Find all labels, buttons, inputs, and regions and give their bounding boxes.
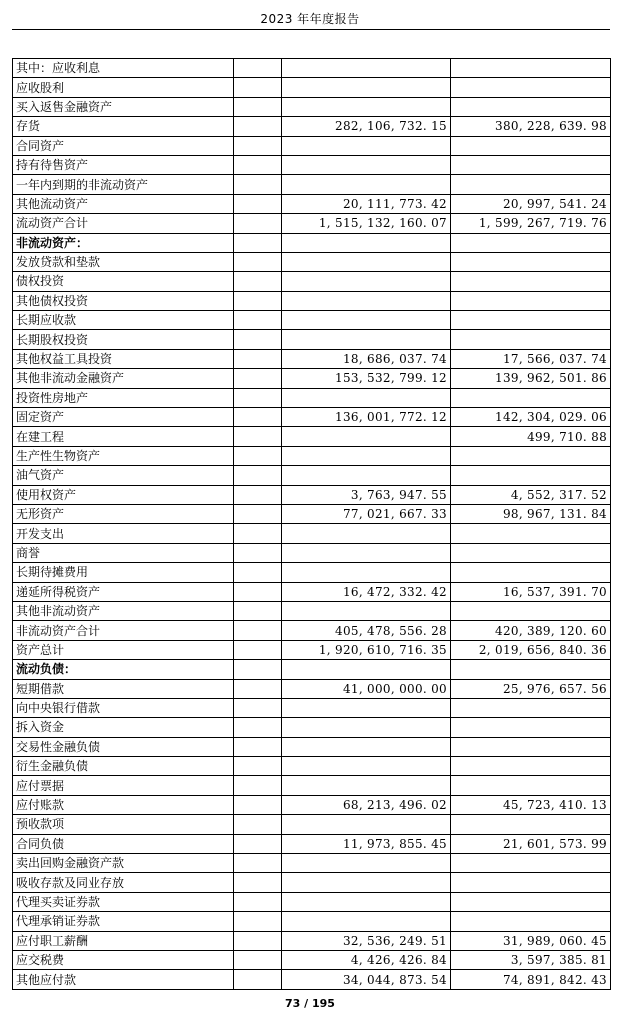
period-begin-value [451,252,611,271]
note-cell [234,950,282,969]
row-label: 应交税费 [13,950,234,969]
table-row [13,233,611,252]
table-row [13,679,611,698]
row-label: 吸收存款及同业存放 [13,873,234,892]
row-label: 其他债权投资 [13,291,234,310]
table-row [13,757,611,776]
period-begin-value [451,97,611,116]
period-begin-value: 16, 537, 391. 70 [451,582,611,601]
table-row [13,776,611,795]
period-end-value: 4, 426, 426. 84 [282,950,451,969]
period-begin-value [451,524,611,543]
table-row [13,155,611,174]
table-row [13,272,611,291]
period-end-value [282,601,451,620]
row-label: 应付账款 [13,795,234,814]
period-end-value [282,737,451,756]
page-header: 2023 年年度报告 [260,12,360,26]
note-cell [234,136,282,155]
period-begin-value [451,155,611,174]
table-row [13,136,611,155]
period-end-value [282,563,451,582]
note-cell [234,59,282,78]
row-label: 拆入资金 [13,718,234,737]
table-row [13,349,611,368]
period-begin-value: 4, 552, 317. 52 [451,485,611,504]
period-end-value: 136, 001, 772. 12 [282,408,451,427]
period-end-value [282,291,451,310]
note-cell [234,931,282,950]
period-end-value: 153, 532, 799. 12 [282,369,451,388]
page-number: 73 / 195 [285,997,335,1010]
period-end-value: 1, 920, 610, 716. 35 [282,640,451,659]
note-cell [234,427,282,446]
row-label: 递延所得税资产 [13,582,234,601]
period-begin-value [451,892,611,911]
note-cell [234,272,282,291]
note-cell [234,175,282,194]
table-row [13,194,611,213]
period-begin-value: 31, 989, 060. 45 [451,931,611,950]
note-cell [234,155,282,174]
row-label: 向中央银行借款 [13,698,234,717]
note-cell [234,582,282,601]
table-row [13,660,611,679]
period-end-value [282,466,451,485]
note-cell [234,737,282,756]
note-cell [234,892,282,911]
table-row [13,427,611,446]
note-cell [234,543,282,562]
note-cell [234,485,282,504]
period-begin-value [451,78,611,97]
row-label: 流动资产合计 [13,214,234,233]
table-row [13,698,611,717]
period-begin-value: 25, 976, 657. 56 [451,679,611,698]
row-label: 油气资产 [13,466,234,485]
period-end-value [282,660,451,679]
table-row [13,543,611,562]
note-cell [234,408,282,427]
period-end-value: 405, 478, 556. 28 [282,621,451,640]
period-begin-value [451,466,611,485]
row-label: 存货 [13,117,234,136]
note-cell [234,369,282,388]
row-label: 预收款项 [13,815,234,834]
period-end-value [282,912,451,931]
period-begin-value [451,446,611,465]
period-end-value [282,78,451,97]
table-row [13,795,611,814]
period-begin-value [451,776,611,795]
row-label: 其他非流动资产 [13,601,234,620]
period-end-value [282,136,451,155]
period-end-value: 1, 515, 132, 160. 07 [282,214,451,233]
row-label: 长期股权投资 [13,330,234,349]
period-end-value [282,311,451,330]
period-end-value [282,252,451,271]
period-end-value [282,543,451,562]
period-begin-value [451,757,611,776]
period-end-value [282,330,451,349]
period-begin-value [451,563,611,582]
note-cell [234,912,282,931]
table-row [13,485,611,504]
table-row [13,601,611,620]
period-end-value [282,776,451,795]
table-row [13,330,611,349]
row-label: 其他权益工具投资 [13,349,234,368]
period-end-value [282,388,451,407]
row-label: 其他非流动金融资产 [13,369,234,388]
table-row [13,815,611,834]
note-cell [234,873,282,892]
note-cell [234,117,282,136]
period-begin-value [451,388,611,407]
table-row [13,582,611,601]
period-begin-value: 142, 304, 029. 06 [451,408,611,427]
note-cell [234,194,282,213]
period-begin-value [451,815,611,834]
row-label: 合同资产 [13,136,234,155]
period-end-value: 32, 536, 249. 51 [282,931,451,950]
section-heading: 非流动资产： [13,233,234,252]
row-label: 资产总计 [13,640,234,659]
row-label: 买入返售金融资产 [13,97,234,116]
period-end-value [282,446,451,465]
period-begin-value [451,233,611,252]
row-label: 非流动资产合计 [13,621,234,640]
period-begin-value [451,601,611,620]
table-row [13,97,611,116]
table-row [13,408,611,427]
table-row [13,117,611,136]
table-row [13,912,611,931]
header-rule [12,29,610,30]
period-begin-value [451,737,611,756]
note-cell [234,233,282,252]
period-end-value [282,854,451,873]
table-row [13,718,611,737]
period-end-value [282,427,451,446]
period-begin-value [451,311,611,330]
period-begin-value [451,175,611,194]
table-row [13,737,611,756]
period-end-value [282,175,451,194]
period-begin-value [451,543,611,562]
table-row [13,252,611,271]
period-begin-value: 1, 599, 267, 719. 76 [451,214,611,233]
note-cell [234,466,282,485]
period-end-value [282,757,451,776]
row-label: 应付职工薪酬 [13,931,234,950]
note-cell [234,504,282,523]
table-row [13,621,611,640]
row-label: 生产性生物资产 [13,446,234,465]
period-begin-value [451,698,611,717]
table-row [13,214,611,233]
period-end-value [282,815,451,834]
row-label: 使用权资产 [13,485,234,504]
period-end-value [282,698,451,717]
row-label: 卖出回购金融资产款 [13,854,234,873]
row-label: 合同负债 [13,834,234,853]
note-cell [234,330,282,349]
note-cell [234,78,282,97]
row-label: 其他应付款 [13,970,234,989]
row-label: 开发支出 [13,524,234,543]
period-begin-value [451,718,611,737]
note-cell [234,311,282,330]
table-row [13,59,611,78]
note-cell [234,718,282,737]
table-row [13,504,611,523]
section-heading: 流动负债： [13,660,234,679]
period-end-value [282,873,451,892]
note-cell [234,563,282,582]
note-cell [234,757,282,776]
row-label: 商誉 [13,543,234,562]
period-begin-value: 17, 566, 037. 74 [451,349,611,368]
row-label: 债权投资 [13,272,234,291]
period-end-value: 77, 021, 667. 33 [282,504,451,523]
row-label: 其中：应收利息 [13,59,234,78]
note-cell [234,776,282,795]
table-row [13,970,611,989]
note-cell [234,524,282,543]
note-cell [234,679,282,698]
row-label: 一年内到期的非流动资产 [13,175,234,194]
period-end-value [282,233,451,252]
row-label: 应付票据 [13,776,234,795]
row-label: 长期待摊费用 [13,563,234,582]
period-begin-value: 380, 228, 639. 98 [451,117,611,136]
table-row [13,388,611,407]
period-end-value [282,718,451,737]
period-end-value: 18, 686, 037. 74 [282,349,451,368]
note-cell [234,291,282,310]
table-row [13,834,611,853]
note-cell [234,388,282,407]
row-label: 投资性房地产 [13,388,234,407]
note-cell [234,640,282,659]
table-row [13,563,611,582]
period-begin-value [451,291,611,310]
row-label: 应收股利 [13,78,234,97]
row-label: 代理买卖证券款 [13,892,234,911]
period-begin-value: 74, 891, 842. 43 [451,970,611,989]
note-cell [234,446,282,465]
period-end-value [282,524,451,543]
table-row [13,931,611,950]
period-begin-value [451,660,611,679]
period-end-value [282,272,451,291]
balance-sheet-table [12,58,611,990]
note-cell [234,815,282,834]
period-begin-value [451,873,611,892]
row-label: 代理承销证券款 [13,912,234,931]
table-row [13,524,611,543]
period-end-value: 41, 000, 000. 00 [282,679,451,698]
period-begin-value: 139, 962, 501. 86 [451,369,611,388]
note-cell [234,970,282,989]
period-end-value: 11, 973, 855. 45 [282,834,451,853]
note-cell [234,601,282,620]
row-label: 在建工程 [13,427,234,446]
row-label: 交易性金融负债 [13,737,234,756]
row-label: 其他流动资产 [13,194,234,213]
period-end-value: 34, 044, 873. 54 [282,970,451,989]
table-row [13,369,611,388]
table-row [13,291,611,310]
period-begin-value [451,912,611,931]
note-cell [234,621,282,640]
row-label: 发放贷款和垫款 [13,252,234,271]
table-row [13,854,611,873]
period-end-value: 16, 472, 332. 42 [282,582,451,601]
period-begin-value: 3, 597, 385. 81 [451,950,611,969]
period-end-value [282,892,451,911]
period-end-value: 68, 213, 496. 02 [282,795,451,814]
period-end-value [282,155,451,174]
period-begin-value [451,59,611,78]
period-end-value [282,97,451,116]
period-begin-value: 98, 967, 131. 84 [451,504,611,523]
row-label: 无形资产 [13,504,234,523]
table-row [13,466,611,485]
note-cell [234,795,282,814]
note-cell [234,214,282,233]
table-row [13,640,611,659]
period-begin-value [451,272,611,291]
period-end-value: 3, 763, 947. 55 [282,485,451,504]
period-begin-value: 20, 997, 541. 24 [451,194,611,213]
row-label: 衍生金融负债 [13,757,234,776]
table-row [13,175,611,194]
note-cell [234,834,282,853]
table-row [13,892,611,911]
period-begin-value [451,854,611,873]
period-begin-value [451,330,611,349]
note-cell [234,698,282,717]
row-label: 短期借款 [13,679,234,698]
period-begin-value: 45, 723, 410. 13 [451,795,611,814]
table-row [13,78,611,97]
balance-sheet-rows [13,59,611,990]
period-begin-value: 21, 601, 573. 99 [451,834,611,853]
row-label: 固定资产 [13,408,234,427]
note-cell [234,252,282,271]
period-end-value [282,59,451,78]
note-cell [234,660,282,679]
row-label: 长期应收款 [13,311,234,330]
period-end-value: 20, 111, 773. 42 [282,194,451,213]
row-label: 持有待售资产 [13,155,234,174]
note-cell [234,97,282,116]
table-row [13,446,611,465]
table-row [13,311,611,330]
note-cell [234,349,282,368]
period-begin-value: 2, 019, 656, 840. 36 [451,640,611,659]
table-row [13,950,611,969]
period-end-value: 282, 106, 732. 15 [282,117,451,136]
table-row [13,873,611,892]
period-begin-value: 420, 389, 120. 60 [451,621,611,640]
note-cell [234,854,282,873]
period-begin-value [451,136,611,155]
period-begin-value: 499, 710. 88 [451,427,611,446]
